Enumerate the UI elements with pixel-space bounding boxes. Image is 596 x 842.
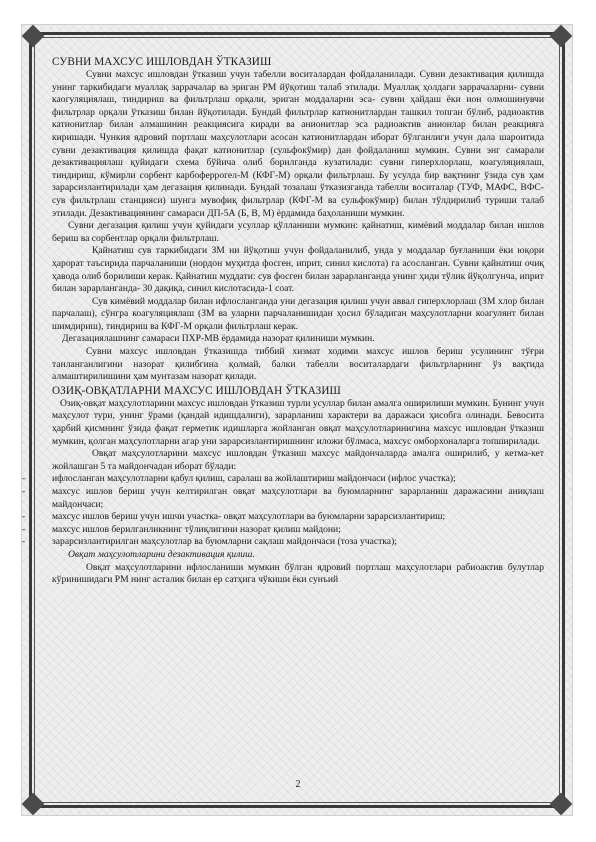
document-page (21, 24, 573, 816)
list-marker: - (22, 523, 26, 535)
paragraph: Овқат маҳсулотларини ифлосланиши мумкин бўлган ядровий портлаш маҳсулотлари рабиоактив булутлар кўринишидаги РМ нинг асталик билан ер сатҳига чўкиши ёки сунъий (52, 561, 544, 586)
list-item (22, 486, 544, 511)
section-heading-water: СУВНИ МАХСУС ИШЛОВДАН ЎТКАЗИШ (52, 56, 272, 68)
list-item-text: ифлосланган маҳсулотларни қабул қилиш, саралаш ва жойлаштириш майдончаси (ифлос участка); (52, 473, 456, 485)
list-item-text: махсус ишлов бериш учун ишчи участка- овқат маҳсулотлари ва буюмларни зарарсизлантириш; (52, 511, 446, 523)
page-number: 2 (295, 779, 301, 790)
paragraph: Озиқ-овқат маҳсулотларини махсус ишловдан ўтказиш турли усуллар билан амалга оширилиши мумкин. Бунинг учун маҳсулот тури, унинг ўрами (қандай идишдалиги), зарарланиш характери ва даражаси ҳисобга олинади. Бевосита ҳарбий қисмнинг ўзида фақат герметик идишларга жойланган овқат маҳсулотларинигина махсус ишловдан ўтказиш мумкин, қолган маҳсулотларни агар уни зарарсизлантиришнинг иложи бўлмаса, махсус омборхоналарга топширилади. (52, 397, 544, 447)
paragraph: Сув кимёвий моддалар билан ифлосланганда уни дегазация қилиш учун аввал гиперхлорлаш (ЗМ хлор билан парчалаш), сўнгра коагуляциялаш (ЗМ ва уларни парчаланишидан ҳосил бўладиган маҳсулотларни коагулянт билан шимдириш), тиндириш ва КФГ-М орқали фильтрлаш керак. (52, 295, 544, 332)
list-item (22, 511, 544, 524)
list-marker: - (22, 536, 26, 548)
page-content (22, 55, 544, 587)
list-item-text: махсус ишлов бериш учун келтирилган овқат маҳсулотлари ва буюмларнинг зарарланиш даражасини аниқлаш майдончаси; (52, 486, 544, 510)
paragraph: Дегазациялашнинг самараси ПХР-МВ ёрдамида назорат қилиниши мумкин. (62, 333, 375, 345)
areas-list (22, 473, 544, 549)
list-item (22, 473, 544, 486)
section-heading-food: ОЗИҚ-ОВҚАТЛАРНИ МАХСУС ИШЛОВДАН ЎТКАЗИШ (52, 384, 341, 397)
list-marker: - (22, 473, 26, 485)
paragraph: Овқат маҳсулотларини махсус ишловдан ўтказиш махсус майдончаларда амалга оширилиб, у кетма-кет жойлашган 5 та майдончадан иборат бўлади: (52, 448, 544, 472)
list-item (22, 536, 544, 549)
paragraph: Сувни махсус ишловдан ўтказишда тиббий хизмат ходими махсус ишлов бериш усулининг тўғри танланганлигини назорат қилибгина қолмай, балки табелли воситалардаги фильтрларнинг ўз вақтида алмаштирилишини ҳам мунтазам назорат қилади. (52, 346, 544, 383)
list-marker: - (22, 511, 26, 523)
paragraph: Қайнатиш сув таркибидаги ЗМ ни йўқотиш учун фойдаланилиб, унда у моддалар буғланиши ёки юқори ҳарорат таъсирида парчаланиши (нордон муҳитда фосген, иприт, синил кислота) га асосланган. Сувни қайнатиш очиқ ҳавода олиб борилиши керак. Қайнатиш муддати: сув фосген билан зарарланганда унинг ҳиди тўлик йўқолгунча, иприт билан зарарланганда- 30 дақиқа, синил кислотасида-1 соат. (52, 245, 544, 295)
list-marker: - (22, 486, 26, 497)
paragraph: Сувни дегазация қилиш учун қуйидаги усуллар қўлланиши мумкин: қайнатиш, кимёвий моддалар билан ишлов бериш ва сорбентлар орқали фильтрлаш. (52, 220, 544, 244)
list-item-text: зарарсизлантирилган маҳсулотлар ва буюмларни сақлаш майдончаси (тоза участка); (52, 536, 397, 548)
list-item (22, 523, 544, 537)
list-item-text: махсус ишлов берилганликнинг тўлиқлигини назорат қилиш майдони; (52, 523, 341, 535)
paragraph: Сувни махсус ишловдан ўтказиш учун табелли воситалардан фойдаланилади. Сувни дезактивация қилишда унинг таркибидаги муаллақ заррачалар ва эриган РМ йўқотиш талаб этилади. Муаллақ ҳолдаги заррачаларни- сувни каогуляциялаш, тиндириш ва фильтрлаш орқали, эриган моддаларни эса- сувни ҳайдаш ёки ион олмошинувчи фильтрлар орқали ўтказиш билан йўқотилади. Бундай фильтрлар катионитлардан ташкил топган бўлиб, радиоактив катионитлар билан алмашинин реакциясига киради ва анионитлар эса радиоактив анионлар билан реакцияга киришади. Чункия ядровий портлаш маҳсулотлари асосан катионитлардан иборат бўлганлиги учун дала шароитида сувни дезактивация қилишда фақат катионитлар (сульфокўмир) дан фойдаланиш мумкин. Сувни энг самарали дезактивациялаш қуйидаги схема бўйича олиб борилганда кузатилади: сувни гиперхлорлаш, коагуляциялаш, тиндириш, кўмирли сорбент карбоферрогел-М (КФГ-М) орқали фильтрлаш. Бу усулда бир вақтнинг ўзида сув ҳам зарарсизлантирилади ҳам дегазация қилинади. Бундай тозалаш ўтказизганда табелли воситалар (ТУФ, МАФС, ВФС-сув фильтрлаш станцияси) шунга мувофиқ фильтрлар (КФГ-М ва сульфокўмир) билан тўлдирилиб туриши талаб этилади. Дезактивациянинг самараси ДП-5А (Б, В, М) ёрдамида баҳоланиши мумкин. (52, 69, 544, 219)
italic-subheading: Овқат маҳсулотларини дезактивация қилиш. (68, 548, 255, 560)
